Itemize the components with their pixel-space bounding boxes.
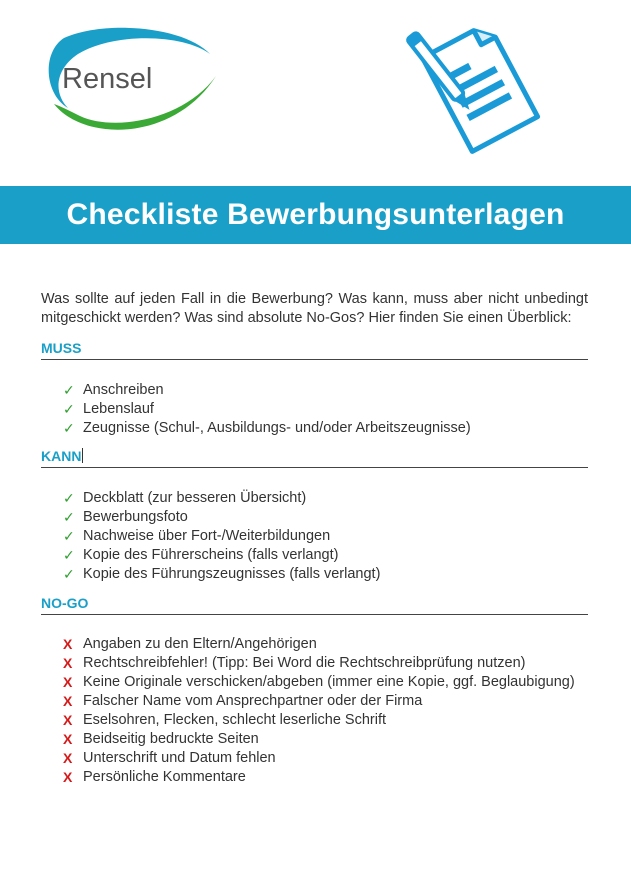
check-icon: ✓ bbox=[63, 490, 75, 506]
list-item bbox=[63, 711, 588, 730]
item-text: Deckblatt (zur besseren Übersicht) bbox=[83, 490, 307, 506]
list-item bbox=[63, 730, 588, 749]
item-text: Anschreiben bbox=[83, 382, 164, 398]
item-text: Keine Originale verschicken/abgeben (immer eine Kopie, ggf. Beglaubigung) bbox=[83, 674, 575, 690]
cross-icon: X bbox=[63, 636, 73, 652]
cross-icon: X bbox=[63, 712, 73, 728]
title-banner bbox=[0, 186, 631, 244]
document-body bbox=[41, 290, 588, 787]
section-heading: MUSS bbox=[41, 340, 588, 360]
cross-icon: X bbox=[63, 674, 73, 690]
document-pen-icon bbox=[404, 14, 549, 159]
cross-icon: X bbox=[63, 655, 73, 671]
check-icon: ✓ bbox=[63, 547, 75, 563]
list-item bbox=[63, 508, 588, 527]
list-item bbox=[63, 489, 588, 508]
rensel-logo bbox=[34, 24, 220, 142]
item-text: Lebenslauf bbox=[83, 401, 154, 417]
list-item bbox=[63, 419, 588, 438]
section-kann bbox=[41, 448, 588, 584]
cross-icon: X bbox=[63, 769, 73, 785]
item-text: Angaben zu den Eltern/Angehörigen bbox=[83, 636, 317, 652]
intro-paragraph: Was sollte auf jeden Fall in die Bewerbung? Was kann, muss aber nicht unbedingt mitgeschickt werden? Was sind absolute No-Gos? Hier finden Sie einen Überblick: bbox=[41, 291, 588, 326]
item-text: Persönliche Kommentare bbox=[83, 769, 246, 785]
section-heading: KANN bbox=[41, 448, 82, 464]
cross-icon: X bbox=[63, 693, 73, 709]
list-item bbox=[63, 546, 588, 565]
section-no-go bbox=[41, 595, 588, 787]
cross-icon: X bbox=[63, 750, 73, 766]
list-item bbox=[63, 527, 588, 546]
list-item bbox=[63, 635, 588, 654]
list-item bbox=[63, 768, 588, 787]
check-icon: ✓ bbox=[63, 509, 75, 525]
section-muss bbox=[41, 340, 588, 438]
item-text: Nachweise über Fort-/Weiterbildungen bbox=[83, 528, 331, 544]
check-icon: ✓ bbox=[63, 382, 75, 398]
page-title: Checkliste Bewerbungsunterlagen bbox=[66, 198, 565, 231]
check-icon: ✓ bbox=[63, 566, 75, 582]
item-text: Falscher Name vom Ansprechpartner oder der Firma bbox=[83, 693, 423, 709]
check-icon: ✓ bbox=[63, 420, 75, 436]
list-item bbox=[63, 565, 588, 584]
list-item bbox=[63, 400, 588, 419]
item-list bbox=[41, 381, 588, 438]
item-text: Zeugnisse (Schul-, Ausbildungs- und/oder Arbeitszeugnisse) bbox=[83, 420, 471, 436]
item-text: Unterschrift und Datum fehlen bbox=[83, 750, 276, 766]
list-item bbox=[63, 654, 588, 673]
item-text: Kopie des Führerscheins (falls verlangt) bbox=[83, 547, 339, 563]
section-heading-row[interactable] bbox=[41, 448, 588, 468]
list-item bbox=[63, 692, 588, 711]
check-icon: ✓ bbox=[63, 401, 75, 417]
text-cursor bbox=[82, 448, 83, 463]
item-text: Kopie des Führungszeugnisses (falls verlangt) bbox=[83, 566, 381, 582]
list-item bbox=[63, 749, 588, 768]
list-item bbox=[63, 381, 588, 400]
list-item bbox=[63, 673, 588, 692]
check-icon: ✓ bbox=[63, 528, 75, 544]
cross-icon: X bbox=[63, 731, 73, 747]
item-text: Bewerbungsfoto bbox=[83, 509, 188, 525]
item-text: Beidseitig bedruckte Seiten bbox=[83, 731, 259, 747]
item-text: Eselsohren, Flecken, schlecht leserliche Schrift bbox=[83, 712, 387, 728]
item-list bbox=[41, 489, 588, 584]
logo-text: Rensel bbox=[62, 63, 153, 95]
section-heading: NO-GO bbox=[41, 595, 588, 615]
item-list bbox=[41, 635, 588, 787]
item-text: Rechtschreibfehler! (Tipp: Bei Word die Rechtschreibprüfung nutzen) bbox=[83, 655, 526, 671]
